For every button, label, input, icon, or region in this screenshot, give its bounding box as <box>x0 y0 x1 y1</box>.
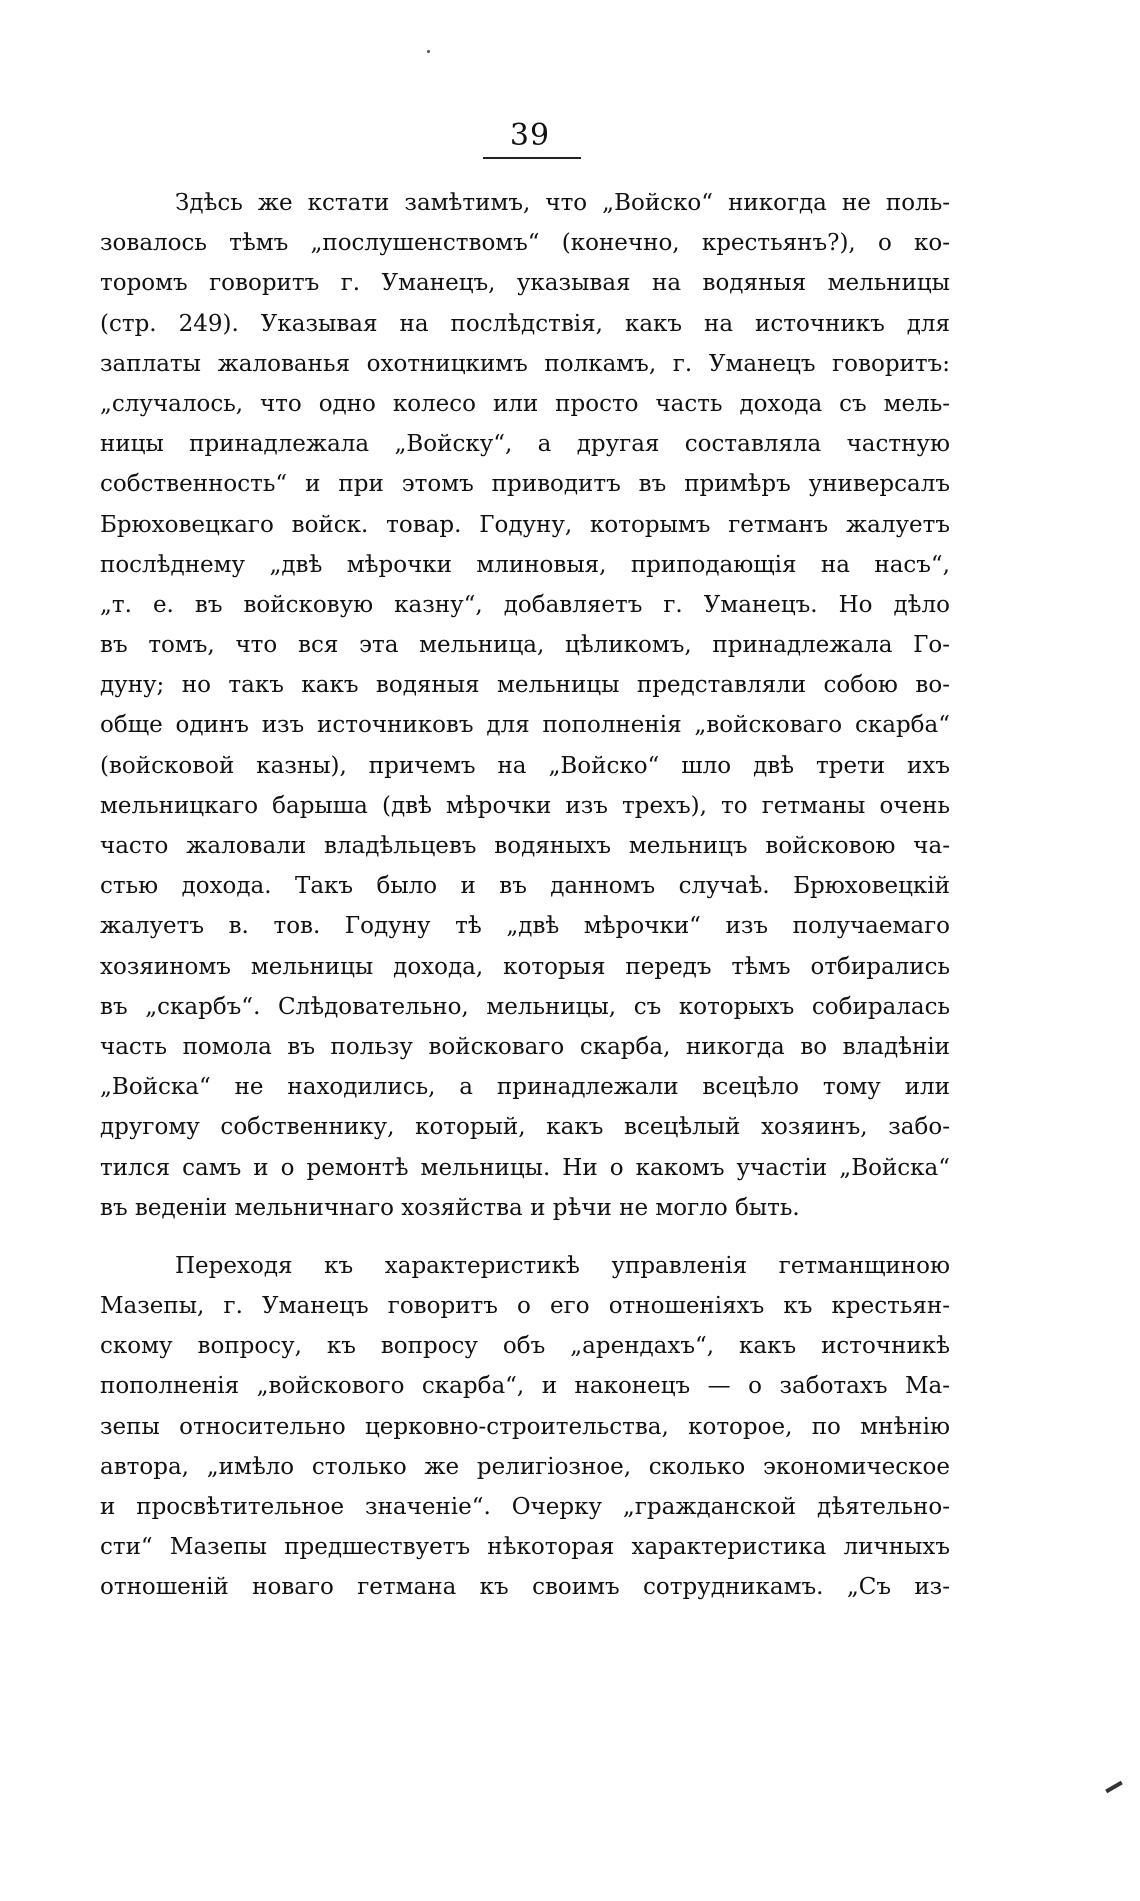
text-line: „т. е. въ войсковую казну“, добавляетъ г. Уманецъ. Но дѣло <box>100 591 950 618</box>
text-line: заплаты жалованья охотницкимъ полкамъ, г. Уманецъ говоритъ: <box>100 350 950 377</box>
page-number: 39 <box>509 118 551 153</box>
text-line: отношеній новаго гетмана къ своимъ сотрудникамъ. „Съ из- <box>100 1574 950 1601</box>
text-line: послѣднему „двѣ мѣрочки млиновыя, приподающія на насъ“, <box>100 551 950 578</box>
paragraph-2 <box>100 1246 950 1608</box>
text-line: хозяиномъ мельницы дохода, которыя передъ тѣмъ отбирались <box>100 953 950 980</box>
text-line: обще одинъ изъ источниковъ для пополненія „войсковаго скарба“ <box>100 712 950 739</box>
text-line: и просвѣтительное значеніе“. Очерку „гражданской дѣятельно- <box>100 1494 950 1520</box>
text-line: ницы принадлежала „Войску“, а другая составляла частную <box>100 431 950 458</box>
text-line: дуну; но такъ какъ водяныя мельницы представляли собою во- <box>100 672 950 699</box>
text-line: мельницкаго барыша (двѣ мѣрочки изъ трехъ), то гетманы очень <box>100 792 950 819</box>
text-line: скому вопросу, къ вопросу объ „арендахъ“, какъ источникѣ <box>100 1333 950 1360</box>
text-line: торомъ говоритъ г. Уманецъ, указывая на водяныя мельницы <box>100 270 950 297</box>
text-line: другому собственнику, который, какъ всецѣлый хозяинъ, забо- <box>100 1114 950 1141</box>
paragraph-1 <box>100 183 950 1228</box>
text-line: въ томъ, что вся эта мельница, цѣликомъ, принадлежала Го- <box>100 632 950 659</box>
text-line: стью дохода. Такъ было и въ данномъ случаѣ. Брюховецкій <box>100 873 950 900</box>
text-line: часть помола въ пользу войсковаго скарба, никогда во владѣніи <box>100 1033 950 1060</box>
text-line: (войсковой казны), причемъ на „Войско“ шло двѣ трети ихъ <box>100 752 950 779</box>
text-line: Брюховецкаго войск. товар. Годуну, которымъ гетманъ жалуетъ <box>100 511 950 538</box>
text-line: въ „скарбъ“. Слѣдовательно, мельницы, съ которыхъ собиралась <box>100 993 950 1020</box>
text-line: зовалось тѣмъ „послушенствомъ“ (конечно, крестьянъ?), о ко- <box>100 230 950 257</box>
text-line: Переходя къ характеристикѣ управленія гетманщиною <box>175 1252 950 1279</box>
text-line: Мазепы, г. Уманецъ говоритъ о его отношеніяхъ къ крестьян- <box>100 1293 950 1320</box>
text-line: собственность“ и при этомъ приводитъ въ примѣръ универсалъ <box>100 471 950 498</box>
margin-ink-mark <box>1105 1781 1123 1793</box>
body-text <box>100 183 950 1608</box>
text-line: (стр. 249). Указывая на послѣдствія, какъ на источникъ для <box>100 310 950 337</box>
text-line: пополненія „войскового скарба“, и наконецъ — о заботахъ Ма- <box>100 1373 950 1400</box>
text-line: тился самъ и о ремонтѣ мельницы. Ни о какомъ участіи „Войска“ <box>100 1154 950 1181</box>
text-line: сти“ Мазепы предшествуетъ нѣкоторая характеристика личныхъ <box>100 1534 950 1561</box>
text-line: жалуетъ в. тов. Годуну тѣ „двѣ мѣрочки“ изъ получаемаго <box>100 913 950 940</box>
text-line: „случалось, что одно колесо или просто часть дохода съ мель- <box>100 390 950 417</box>
print-speck <box>427 50 430 53</box>
paragraph-spacer <box>100 1228 950 1246</box>
text-line: въ веденіи мельничнаго хозяйства и рѣчи не могло быть. <box>100 1194 800 1221</box>
text-line: Здѣсь же кстати замѣтимъ, что „Войско“ никогда не поль- <box>175 190 950 216</box>
text-line: автора, „имѣло столько же религіозное, сколько экономическое <box>100 1453 950 1480</box>
text-line: „Войска“ не находились, а принадлежали всецѣло тому или <box>100 1074 950 1101</box>
text-line: зепы относительно церковно-строительства, которое, по мнѣнію <box>100 1413 950 1440</box>
page-number-rule <box>483 157 581 159</box>
text-line: часто жаловали владѣльцевъ водяныхъ мельницъ войсковою ча- <box>100 833 950 859</box>
